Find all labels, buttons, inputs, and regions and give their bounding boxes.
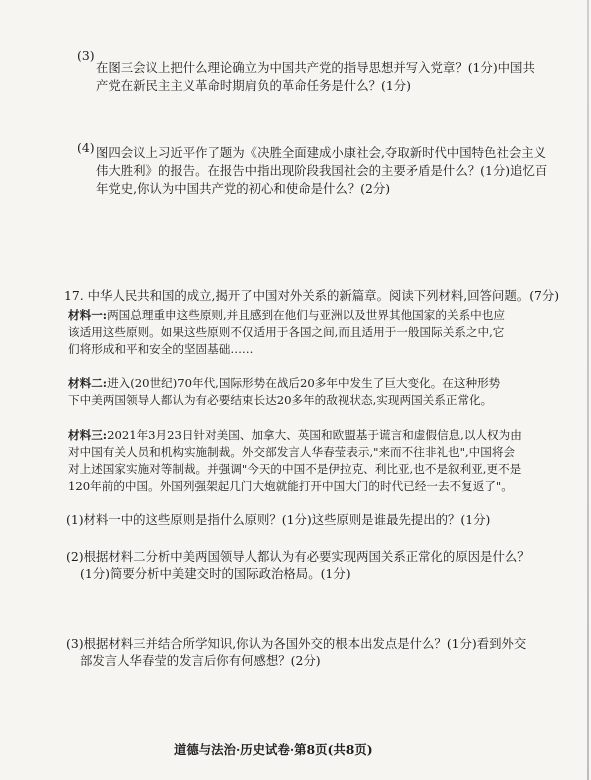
- q16-part3-line: 产党在新民主主义革命时期肩负的革命任务是什么？(1分): [96, 78, 411, 93]
- page-edge: [587, 0, 589, 780]
- q17-sub2-line: (1分)简要分析中美建交时的国际政治格局。(1分): [80, 566, 351, 581]
- material-1-line: 两国总理重申这些原则,并且感到在他们与亚洲以及世界其他国家的关系中也应: [107, 308, 505, 322]
- q16-part4-line: 年党史,你认为中国共产党的初心和使命是什么？(2分): [96, 181, 391, 196]
- material-3-label: 材料三:: [68, 428, 108, 442]
- material-2-label: 材料二:: [68, 376, 108, 390]
- material-3-line: 2021年3月23日针对美国、加拿大、英国和欧盟基于谎言和虚假信息,以人权为由: [107, 428, 522, 442]
- material-2-line: 下中美两国领导人都认为有必要结束长达20多年的敌视状态,实现两国关系正常化。: [68, 393, 493, 407]
- material-3-line: 对上述国家实施对等制裁。并强调"今天的中国不是伊拉克、利比亚,也不是叙利亚,更不是: [68, 462, 522, 476]
- material-1-line: 们将形成和平和安全的坚固基础……: [68, 342, 254, 356]
- q17-sub2-line: (2)根据材料二分析中美两国领导人都认为有必要实现两国关系正常化的原因是什么？: [66, 549, 530, 564]
- q16-part3-line: 在图三会议上把什么理论确立为中国共产党的指导思想并写入党章？(1分)中国共: [96, 60, 535, 75]
- q17-sub3-line: (3)根据材料三并结合所学知识,你认为各国外交的根本出发点是什么？(1分)看到外交: [66, 636, 527, 651]
- material-2-line: 进入(20世纪)70年代,国际形势在战后20多年中发生了巨大变化。在这种形势: [107, 376, 501, 390]
- material-1-label: 材料一:: [68, 308, 108, 322]
- q16-part4-number: (4): [77, 140, 95, 155]
- q16-part4-line: 伟大胜利》的报告。在报告中指出现阶段我国社会的主要矛盾是什么？(1分)追忆百: [96, 163, 548, 178]
- q17-sub1: (1)材料一中的这些原则是指什么原则？(1分)这些原则是谁最先提出的？(1分): [66, 512, 491, 527]
- q17-intro: 17. 中华人民共和国的成立,揭开了中国对外关系的新篇章。阅读下列材料,回答问题。(7分): [64, 288, 560, 303]
- q17-sub3-line: 部发言人华春莹的发言后你有何感想？(2分): [80, 653, 321, 668]
- material-3-line: 对中国有关人员和机构实施制裁。外交部发言人华春莹表示,"来而不往非礼也",中国将会: [68, 445, 516, 459]
- material-1-line: 该适用这些原则。如果这些原则不仅适用于各国之间,而且适用于一般国际关系之中,它: [68, 325, 505, 339]
- page-footer: 道德与法治·历史试卷·第8页(共8页): [174, 742, 373, 757]
- q16-part4-line: 图四会议上习近平作了题为《决胜全面建成小康社会,夺取新时代中国特色社会主义: [96, 145, 547, 160]
- q16-part3-number: (3): [77, 48, 95, 63]
- material-3-line: 120年前的中国。外国列强架起几门大炮就能打开中国大门的时代已经一去不复返了"。: [68, 479, 513, 493]
